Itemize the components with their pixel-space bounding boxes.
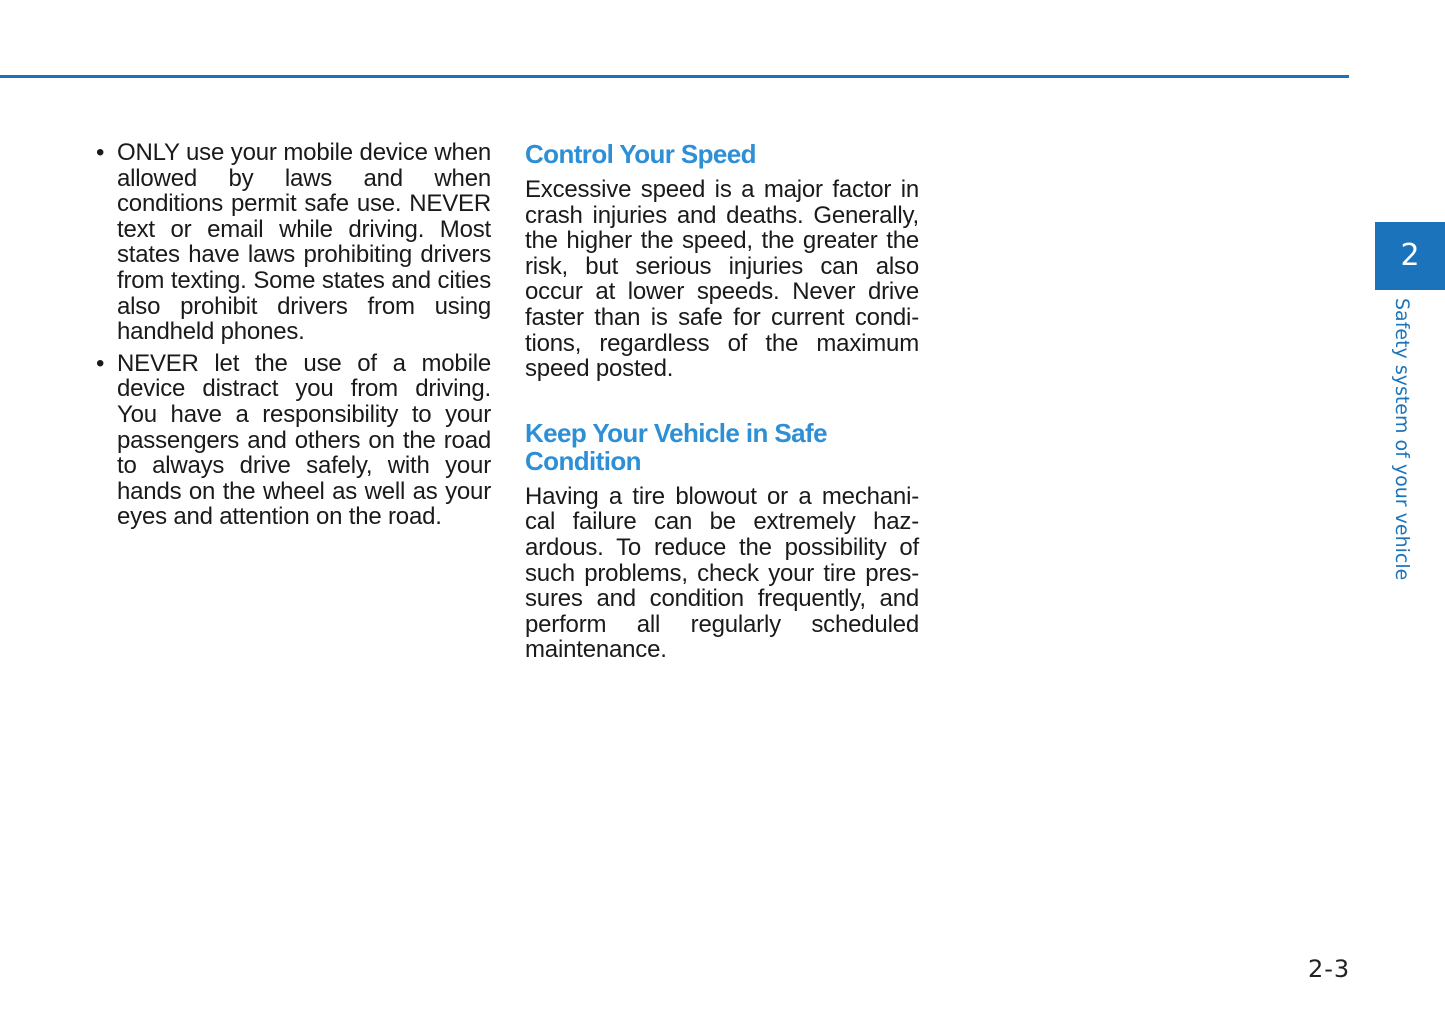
section-safe-condition — [525, 419, 919, 663]
bullet-item — [92, 140, 491, 345]
header-rule — [0, 75, 1349, 78]
bullet-list — [92, 140, 491, 530]
left-column — [92, 140, 491, 536]
page-number: 2-3 — [1308, 955, 1351, 983]
section-control-speed — [525, 140, 919, 382]
section-body: Excessive speed is a major factor in crash injuries and deaths. Generally, the higher the speed, the greater the risk, but serious injuries can also occur at lower speeds. Never drive faster than is safe for current condi-tions, regardless of the maximum speed posted. — [525, 176, 919, 383]
bullet-text: ONLY use your mobile device when allowed by laws and when conditions permit safe use. NEVER text or email while driving. Most states have laws prohibiting drivers from texting. Some states and cities also prohibit drivers from using handheld phones. — [117, 139, 491, 346]
section-heading: Control Your Speed — [525, 139, 756, 169]
bullet-text: NEVER let the use of a mobile device distract you from driving. You have a responsibility to your passengers and others on the road to always drive safely, with your hands on the wheel as well as your eyes and attention on the road. — [117, 349, 491, 531]
bullet-dot-icon: • — [96, 139, 105, 166]
middle-column — [525, 140, 919, 700]
chapter-tab: 2 — [1375, 222, 1445, 290]
bullet-dot-icon: • — [96, 349, 105, 377]
chapter-title: Safety system of your vehicle — [1391, 298, 1413, 581]
section-heading: Keep Your Vehicle in Safe Condition — [525, 417, 827, 476]
bullet-item — [92, 351, 491, 530]
section-body: Having a tire blowout or a mechani-cal failure can be extremely haz-ardous. To reduce the possibility of such problems, check your tire pres-sures and condition frequently, and perform all regularly scheduled maintenance. — [525, 482, 919, 664]
